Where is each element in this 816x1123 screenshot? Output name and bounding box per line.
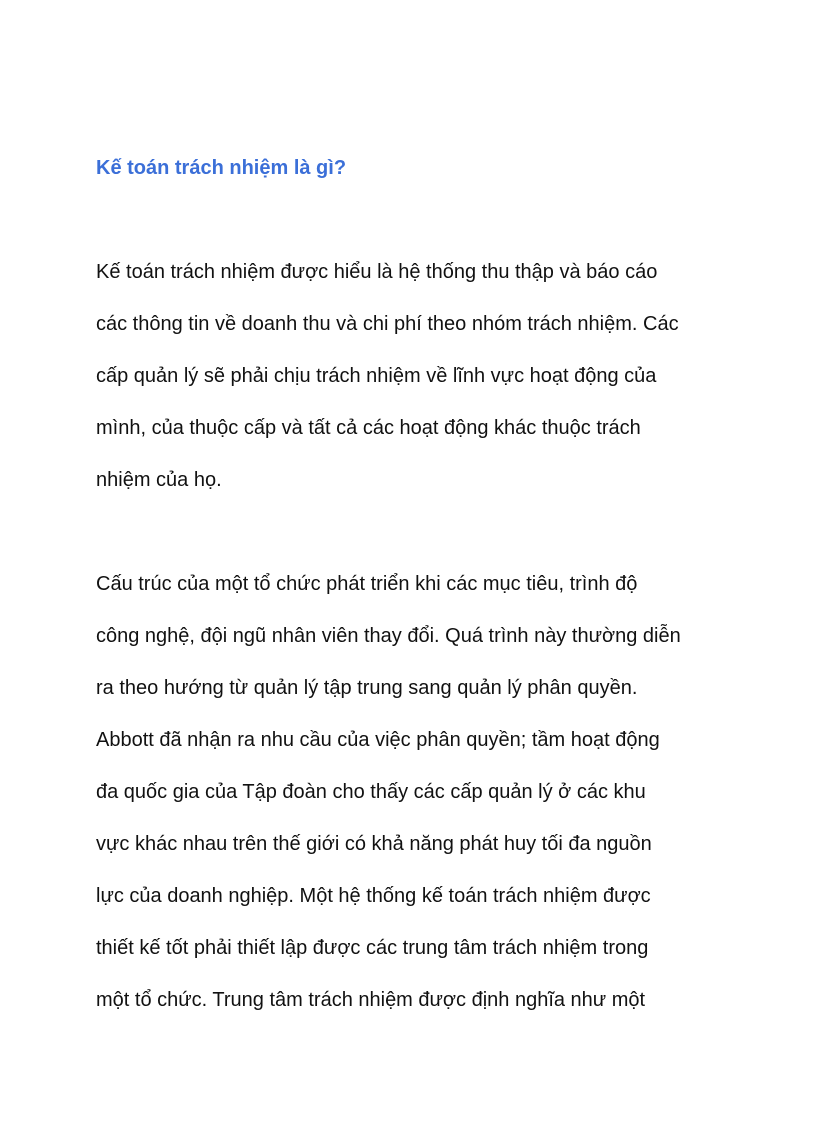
paragraph-line: cấp quản lý sẽ phải chịu trách nhiệm về lĩnh vực hoạt động của: [96, 365, 657, 387]
paragraph-line: thiết kế tốt phải thiết lập được các trung tâm trách nhiệm trong: [96, 937, 649, 959]
paragraph-line: một tổ chức. Trung tâm trách nhiệm được định nghĩa như một: [96, 989, 646, 1011]
paragraph-line: đa quốc gia của Tập đoàn cho thấy các cấp quản lý ở các khu: [96, 781, 646, 803]
paragraph-line: công nghệ, đội ngũ nhân viên thay đổi. Quá trình này thường diễn: [96, 625, 681, 647]
paragraph-line: Abbott đã nhận ra nhu cầu của việc phân quyền; tầm hoạt động: [96, 729, 660, 751]
paragraph-line: Kế toán trách nhiệm được hiểu là hệ thống thu thập và báo cáo: [96, 261, 658, 283]
paragraph-line: lực của doanh nghiệp. Một hệ thống kế toán trách nhiệm được: [96, 885, 651, 907]
section-heading: Kế toán trách nhiệm là gì?: [96, 157, 347, 179]
paragraph-line: Cấu trúc của một tổ chức phát triển khi các mục tiêu, trình độ: [96, 573, 638, 595]
paragraph-line: các thông tin về doanh thu và chi phí theo nhóm trách nhiệm. Các: [96, 313, 679, 335]
paragraph-line: nhiệm của họ.: [96, 469, 222, 491]
paragraph-line: ra theo hướng từ quản lý tập trung sang quản lý phân quyền.: [96, 677, 638, 699]
paragraph-line: mình, của thuộc cấp và tất cả các hoạt động khác thuộc trách: [96, 417, 641, 439]
paragraph-line: vực khác nhau trên thế giới có khả năng phát huy tối đa nguồn: [96, 833, 652, 855]
